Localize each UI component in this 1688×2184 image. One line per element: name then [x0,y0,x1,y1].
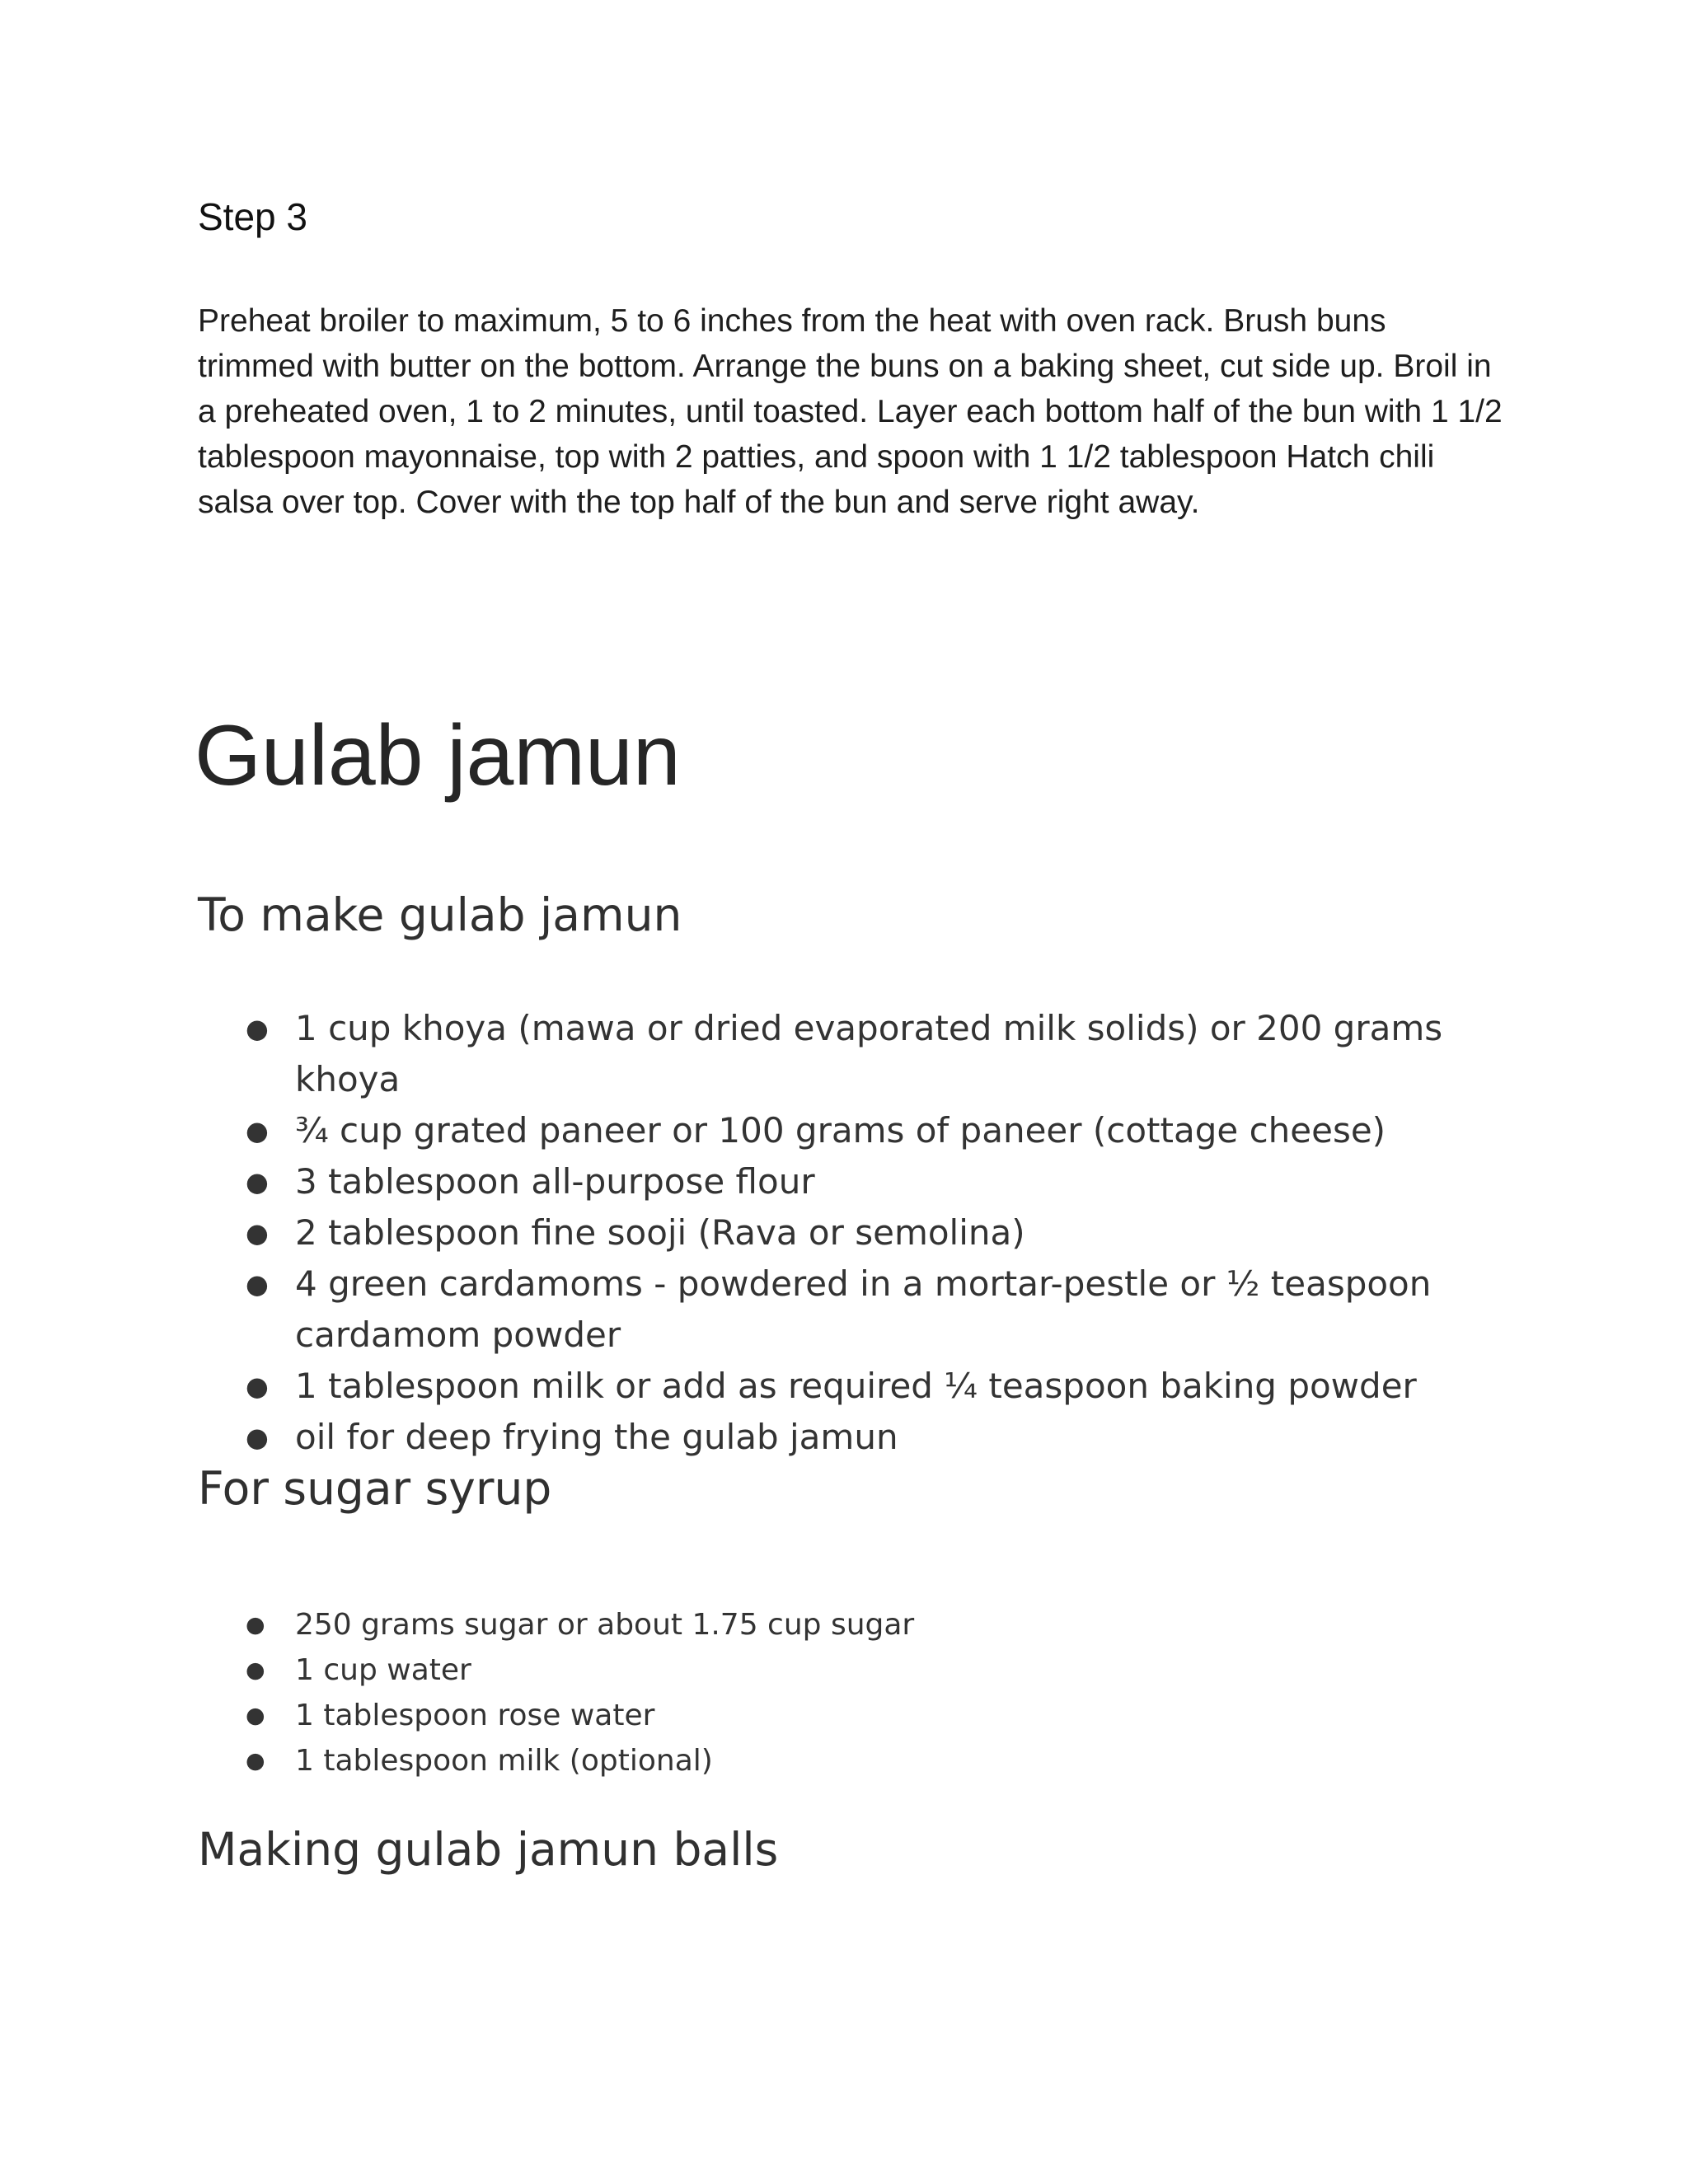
list-item: ● 4 green cardamoms - powdered in a mortar-pestle or ½ teaspoon cardamom powder [198,1258,1432,1361]
list-item: ● 1 cup khoya (mawa or dried evaporated milk solids) or 200 grams khoya [198,1003,1531,1105]
list-item: ● 1 tablespoon rose water [198,1693,1531,1738]
list-item: ● 1 tablespoon milk or add as required ¼ teaspoon baking powder [198,1361,1531,1412]
list-item: ● ¾ cup grated paneer or 100 grams of paneer (cottage cheese) [198,1105,1531,1156]
list-item: ● oil for deep frying the gulab jamun [198,1412,1531,1463]
list-item: ● 2 tablespoon fine sooji (Rava or semolina) [198,1207,1531,1258]
recipe-title: Gulab jamun [195,708,681,804]
list-item: ● 1 tablespoon milk (optional) [198,1738,1531,1783]
step-paragraph: Preheat broiler to maximum, 5 to 6 inches from the heat with oven rack. Brush buns trimmed with butter on the bottom. Arrange the buns on a baking sheet, cut side up. Broil in a preheated oven, 1 to 2 minutes, until toasted. Layer each bottom half of the bun with 1 1/2 tablespoon mayonnaise, top with 2 patties, and spoon with 1 1/2 tablespoon Hatch chili salsa over top. Cover with the top half of the bun and serve right away. [198,303,1503,520]
list-item: ● 1 cup water [198,1647,1531,1693]
sugar-syrup-ingredient-list [198,1602,1531,1783]
list-item: ● 250 grams sugar or about 1.75 cup sugar [198,1602,1531,1647]
step-label: Step 3 [198,195,307,238]
section-heading-sugar-syrup: For sugar syrup [198,1462,552,1515]
section-heading-making-balls: Making gulab jamun balls [198,1823,779,1876]
list-item: ● 3 tablespoon all-purpose flour [198,1156,1531,1207]
gulab-jamun-ingredient-list [198,1003,1531,1463]
section-heading-make-gulab-jamun: To make gulab jamun [198,888,682,941]
